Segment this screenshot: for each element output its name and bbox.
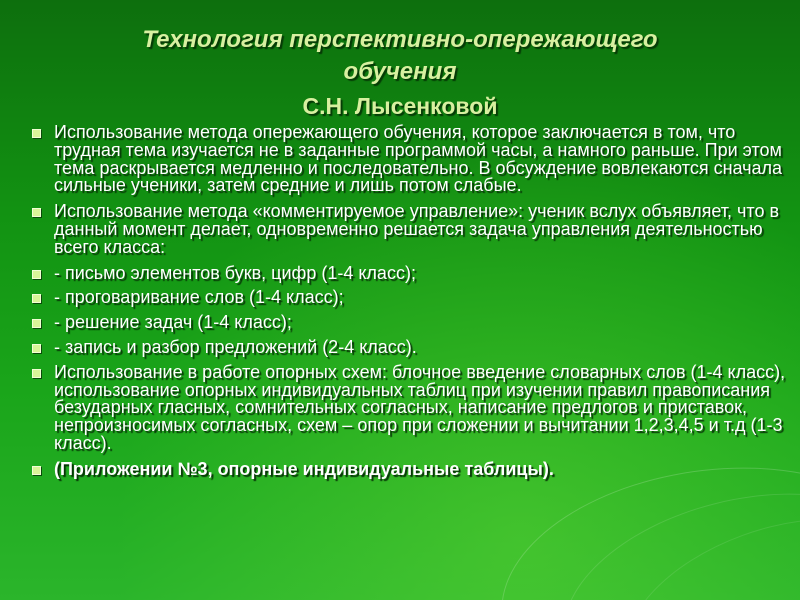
list-item [30, 336, 786, 357]
square-bullet-icon [32, 129, 41, 138]
list-item [30, 203, 786, 256]
square-bullet-icon [32, 466, 41, 475]
square-bullet-icon [32, 319, 41, 328]
list-item-text: - решение задач (1-4 класс); [54, 312, 292, 333]
square-bullet-icon [32, 270, 41, 279]
title-line-2: обучения [343, 58, 457, 85]
list-item-text: - запись и разбор предложений (2-4 класс). [54, 336, 417, 357]
list-item [30, 124, 786, 195]
slide-title [60, 24, 740, 122]
square-bullet-icon [32, 208, 41, 217]
list-item-text: Использование метода «комментируемое управление»: ученик вслух объявляет, что в данный момент делает, одновременно решается задача управления деятельностью всего класса: [54, 201, 780, 257]
list-item-text: - проговаривание слов (1-4 класс); [54, 287, 344, 308]
list-item [30, 262, 786, 283]
square-bullet-icon [32, 294, 41, 303]
square-bullet-icon [32, 344, 41, 353]
title-line-1: Технология перспективно-опережающего [142, 26, 658, 53]
square-bullet-icon [32, 369, 41, 378]
list-item-text: (Приложении №3, опорные индивидуальные таблицы). [54, 458, 554, 479]
slide-author: С.Н. Лысенковой [302, 93, 498, 119]
list-item [30, 361, 786, 453]
list-item [30, 289, 786, 307]
list-item-text: Использование метода опережающего обучения, которое заключается в том, что трудная тема изучается не в заданные программой часы, а намного раньше. При этом тема раскрывается медленно и последовательно. В обсуждение вовлекаются сначала сильные ученики, затем средние и лишь потом слабые. [54, 122, 783, 196]
list-item [30, 458, 786, 479]
list-item-text: Использование в работе опорных схем: блочное введение словарных слов (1-4 класс), использование опорных индивидуальных таблиц при изучении правил правописания безударных гласных, сомнительных согласных, написание предлогов и приставок, непроизносимых согласных, схем – опор при сложении и вычитании 1,2,3,4,5 и т.д (1-3 класс). [54, 361, 786, 453]
list-item [30, 314, 786, 332]
bullet-list [30, 124, 786, 487]
list-item-text: - письмо элементов букв, цифр (1-4 класс); [54, 262, 416, 283]
